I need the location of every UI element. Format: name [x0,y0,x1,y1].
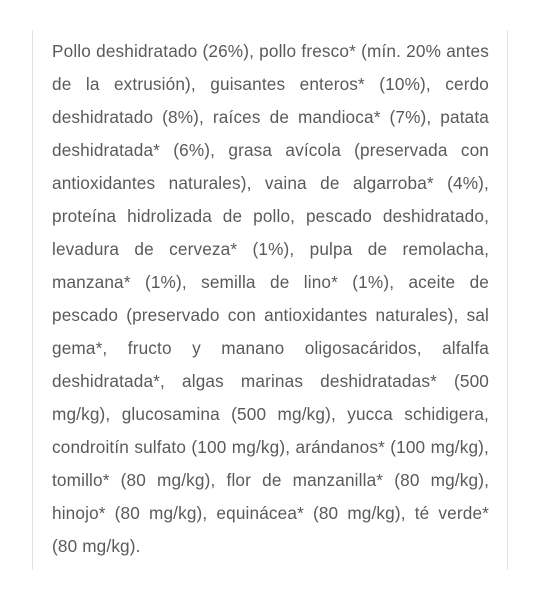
left-border [32,30,33,570]
ingredients-text: Pollo deshidratado (26%), pollo fresco* (mín. 20% antes de la extrusión), guisantes enteros* (10%), cerdo deshidratado (8%), raíces de mandioca* (7%), patata deshidratada* (6%), grasa avícola (preservada con antioxidantes naturales), vaina de algarroba* (4%), proteína hidrolizada de pollo, pescado deshidratado, levadura de cerveza* (1%), pulpa de remolacha, manzana* (1%), semilla de lino* (1%), aceite de pescado (preservado con antioxidantes naturales), sal gema*, fructo y manano oligosacáridos, alfalfa deshidratada*, algas marinas deshidratadas* (500 mg/kg), glucosamina (500 mg/kg), yucca schidigera, condroitín sulfato (100 mg/kg), arándanos* (100 mg/kg), tomillo* (80 mg/kg), flor de manzanilla* (80 mg/kg), hinojo* (80 mg/kg), equinácea* (80 mg/kg), té verde* (80 mg/kg). [52,41,489,556]
right-border [507,30,508,570]
